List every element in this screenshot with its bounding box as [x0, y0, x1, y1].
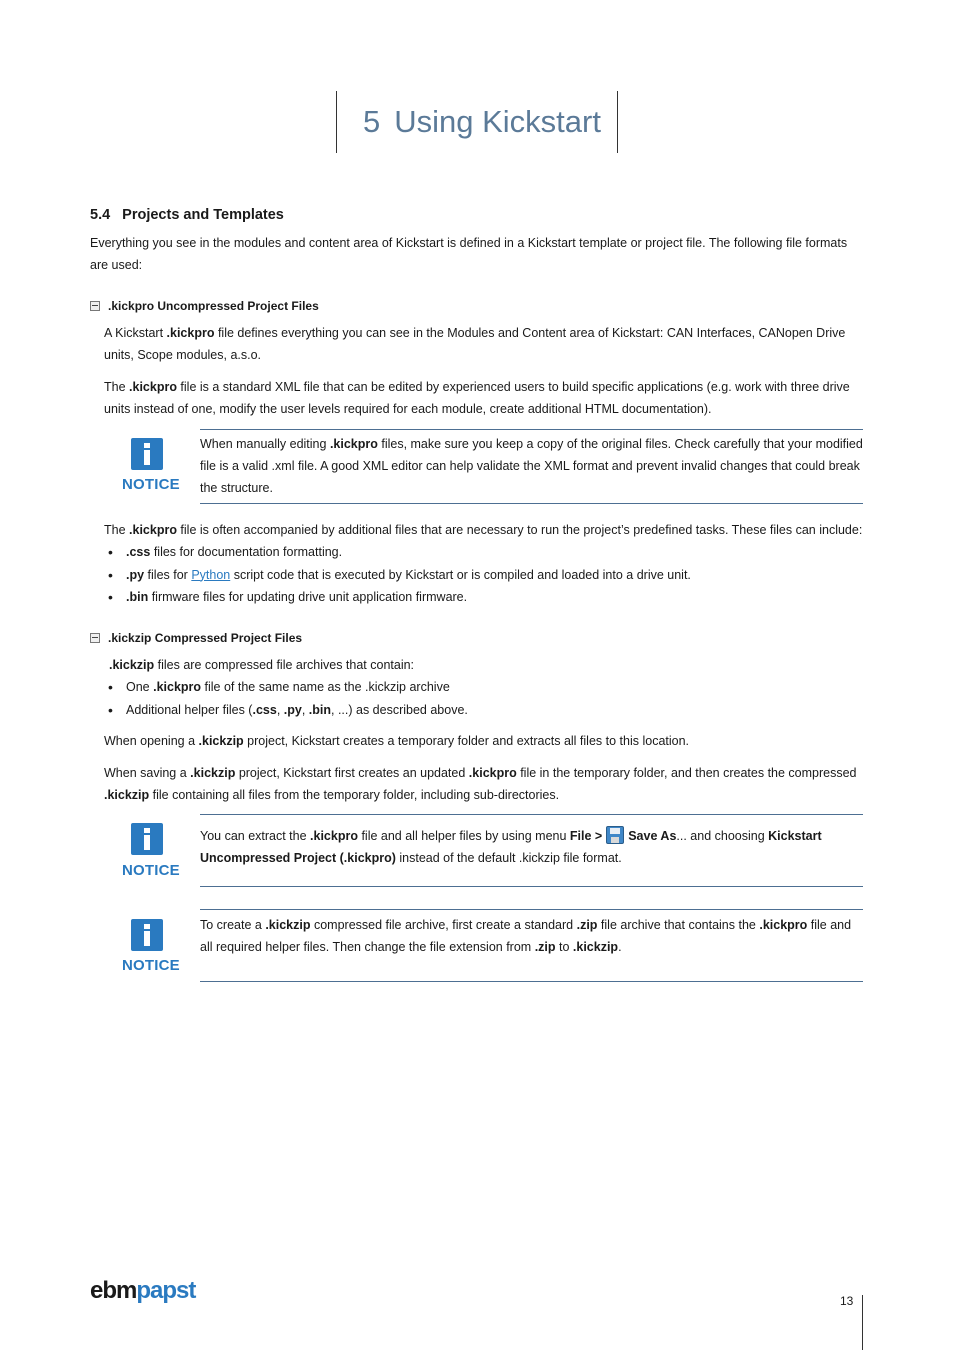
chapter-title-text: Using Kickstart — [394, 104, 601, 139]
ebmpapst-logo: ebmpapst — [90, 1277, 196, 1304]
kickpro-file-list — [104, 541, 691, 609]
list-item: • One .kickpro file of the same name as the .kickzip archive — [104, 676, 468, 699]
kickzip-save-paragraph: When saving a .kickzip project, Kickstart first creates an updated .kickpro file in the temporary folder, and then creates the compressed .kickzip file containing all files from the temporary folder, including sub-directories. — [104, 766, 857, 802]
info-icon — [131, 438, 163, 470]
info-icon — [131, 919, 163, 951]
section-title: Projects and Templates — [122, 207, 284, 223]
notice-label: NOTICE — [122, 957, 180, 974]
collapse-icon[interactable] — [90, 301, 100, 311]
save-as-icon — [606, 826, 624, 844]
notice-rule-bottom — [200, 503, 863, 504]
list-item: • .py files for Python script code that is executed by Kickstart or is compiled and loaded into a drive unit. — [104, 564, 691, 587]
intro-line-2: are used: — [90, 258, 143, 272]
page-bar — [862, 1295, 863, 1350]
chapter-title — [363, 100, 601, 144]
notice-rule-top — [200, 814, 863, 815]
kickpro-paragraph-2: The .kickpro file is a standard XML file that can be edited by experienced users to build specific applications (e.g. work with three drive units instead of one, modify the user levels required for each module, create additional HTML documentation). — [104, 380, 850, 416]
info-icon — [131, 823, 163, 855]
section-heading — [90, 204, 284, 226]
chapter-bar-left — [336, 91, 337, 153]
kickzip-heading[interactable] — [90, 629, 302, 647]
notice-text: When manually editing .kickpro files, make sure you keep a copy of the original files. Check carefully that your modified file is a valid .xml file. A good XML editor can help validate the XML format and prevent invalid changes that could break the structure. — [200, 437, 863, 495]
kickzip-open-paragraph: When opening a .kickzip project, Kickstart creates a temporary folder and extracts all files to this location. — [104, 734, 690, 748]
intro-paragraph — [90, 232, 847, 276]
kickpro-heading[interactable] — [90, 297, 319, 315]
section-number: 5.4 — [90, 207, 111, 223]
list-item: • Additional helper files (.css, .py, .bin, ...) as described above. — [104, 699, 468, 722]
chapter-bar-right — [617, 91, 618, 153]
kickzip-content-list — [104, 676, 468, 721]
notice-rule-bottom — [200, 886, 863, 887]
kickpro-heading-text: .kickpro Uncompressed Project Files — [108, 299, 319, 313]
notice-rule-top — [200, 909, 863, 910]
collapse-icon[interactable] — [90, 633, 100, 643]
notice-label: NOTICE — [122, 862, 180, 879]
notice-rule-bottom — [200, 981, 863, 982]
notice-rule-top — [200, 429, 863, 430]
notice-label: NOTICE — [122, 476, 180, 493]
intro-line-1: Everything you see in the modules and content area of Kickstart is defined in a Kickstart template or project file. The following file formats — [90, 236, 848, 250]
python-link[interactable]: Python — [191, 567, 231, 582]
kickpro-paragraph-3: The .kickpro file is often accompanied by additional files that are necessary to run the project’s predefined tasks. These files can include: — [104, 523, 863, 537]
notice-text: You can extract the .kickpro file and all helper files by using menu File > Save As... and choosing Kickstart Uncompressed Project (.kickpro) instead of the default .kickzip file format. — [200, 825, 822, 869]
list-item: • .bin firmware files for updating drive unit application firmware. — [104, 586, 691, 609]
notice-text: To create a .kickzip compressed file archive, first create a standard .zip file archive that contains the .kickpro file and all required helper files. Then change the file extension from .zip to .kickzip. — [200, 918, 852, 954]
page-number: 13 — [840, 1294, 854, 1308]
kickzip-heading-text: .kickzip Compressed Project Files — [108, 631, 303, 645]
list-item: • .css files for documentation formatting. — [104, 541, 691, 564]
kickzip-intro: .kickzip files are compressed file archives that contain: — [109, 658, 415, 672]
chapter-number: 5 — [363, 104, 381, 139]
kickpro-paragraph-1: A Kickstart .kickpro file defines everything you can see in the Modules and Content area of Kickstart: CAN Interfaces, CANopen Drive units, Scope modules, a.s.o. — [104, 326, 846, 362]
